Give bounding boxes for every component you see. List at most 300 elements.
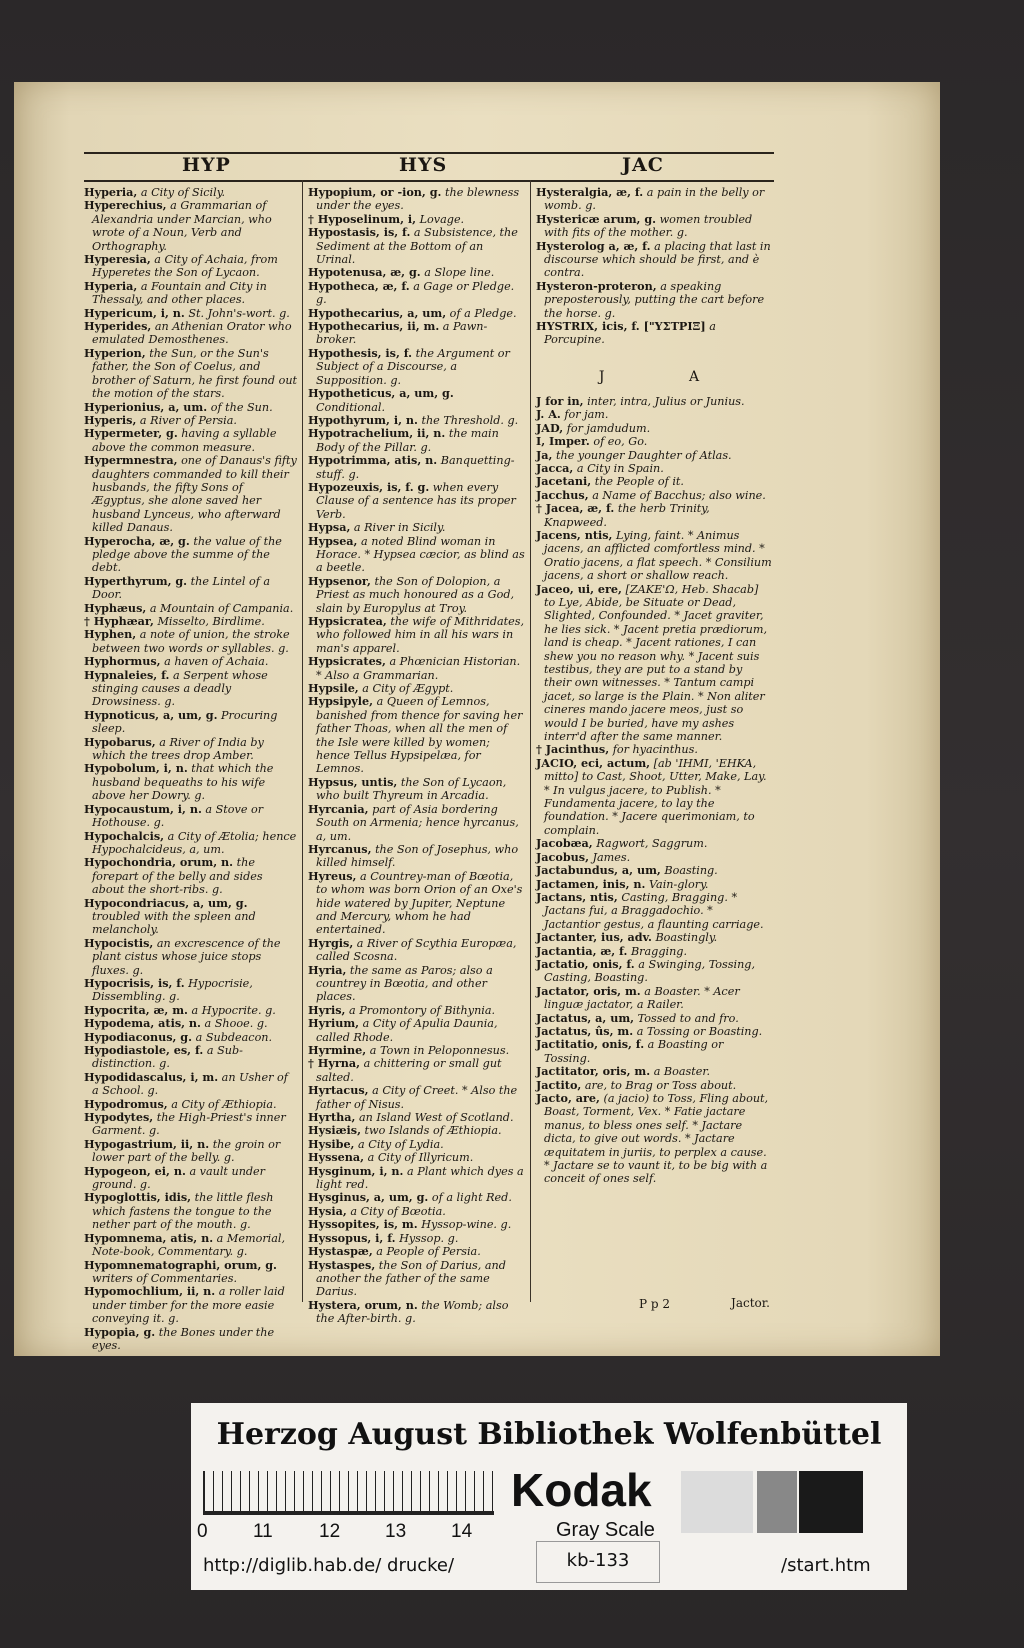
entry-definition: the same as Paros; also a countrey in Bœotia, and other places. — [316, 963, 493, 1004]
entry-headword: Hysibe, — [308, 1136, 355, 1151]
entry-definition: a Boaster. * Acer linguæ jactator, a Railer. — [544, 984, 740, 1012]
entry-headword: Hypogastrium, ii, n. — [84, 1136, 210, 1151]
entry-headword: Hypsa, — [308, 520, 351, 535]
entry-headword: Hyperechius, — [84, 198, 167, 213]
entry-definition: a City of Lydia. — [358, 1137, 444, 1151]
entry-headword: Jactanter, ius, adv. — [536, 930, 652, 945]
entry-definition: a chittering or small gut salted. — [316, 1057, 502, 1084]
entry-definition: Banquetting-stuff. g. — [316, 454, 515, 481]
entry-headword: Hyperocha, æ, g. — [84, 533, 190, 548]
dictionary-entry — [536, 1025, 772, 1038]
dictionary-entry — [308, 213, 526, 226]
dictionary-entry — [536, 837, 772, 850]
dictionary-entry — [308, 226, 526, 266]
entry-headword: Hypomochlium, ii, n. — [84, 1284, 216, 1299]
entry-headword: Hypodromus, — [84, 1096, 168, 1111]
dictionary-entry — [84, 1071, 298, 1098]
dictionary-entry — [536, 408, 772, 421]
entry-headword: Ja, — [536, 447, 553, 462]
dictionary-entry — [536, 475, 772, 488]
dictionary-entry — [84, 253, 298, 280]
scale-number: 0 — [197, 1521, 208, 1542]
gray-scale-label: Gray Scale — [556, 1519, 655, 1541]
library-name: Herzog August Bibliothek Wolfenbüttel — [216, 1417, 882, 1452]
entry-definition: (a jacio) to Toss, Fling about, Boast, Torment, Vex. * Fatie jactare manus, to bless ones self. * Jactare dicta, to give out words. * Jactare æquitatem in juriis, to perplex a cause. * Jactare se to vaunt it, to be big with a conceit of ones self. — [544, 1092, 769, 1186]
dictionary-entry — [84, 401, 298, 414]
dictionary-entry — [308, 427, 526, 454]
entry-headword: Hyris, — [308, 1002, 346, 1017]
entry-headword: Hyrtacus, — [308, 1083, 369, 1098]
dictionary-entry — [536, 435, 772, 448]
entry-definition: James. — [592, 850, 631, 864]
entry-headword: Hystericæ arum, g. — [536, 211, 657, 226]
entry-headword: Hyreus, — [308, 868, 357, 883]
dictionary-entry — [84, 937, 298, 977]
entry-headword: Hypotenusa, æ, g. — [308, 265, 421, 280]
entry-definition: a Serpent whose stinging causes a deadly Drowsiness. g. — [92, 668, 268, 709]
dictionary-entry — [536, 931, 772, 944]
entry-definition: of a Pledge. — [449, 306, 517, 320]
entry-definition: the forepart of the belly and sides about the short-ribs. g. — [92, 856, 263, 897]
entry-headword: Hyperesia, — [84, 252, 151, 267]
entry-definition: a River in Sicily. — [353, 521, 446, 535]
entry-definition: the Womb; also the After-birth. g. — [316, 1298, 509, 1326]
dictionary-entry — [308, 280, 526, 307]
entry-headword: Jactator, oris, m. — [536, 983, 641, 998]
dictionary-entry — [308, 387, 526, 414]
entry-headword: J for in, — [536, 393, 584, 408]
dictionary-entry — [308, 1044, 526, 1057]
entry-definition: a City in Spain. — [576, 461, 664, 475]
entry-headword: Hyrtha, — [308, 1110, 356, 1125]
dictionary-entry — [536, 280, 772, 320]
dictionary-entry — [84, 1191, 298, 1231]
entry-headword: Hyssena, — [308, 1150, 365, 1165]
entry-definition: a Memorial, Note-book, Commentary. g. — [92, 1231, 286, 1259]
entry-headword: I, Imper. — [536, 434, 590, 449]
entry-definition: a River of India by which the trees drop Amber. — [92, 735, 264, 763]
entry-definition: a River of Persia. — [139, 413, 237, 427]
entry-headword: Hysginus, a, um, g. — [308, 1190, 429, 1205]
dictionary-entry — [84, 655, 298, 668]
entry-headword: † Hyphæar, — [84, 614, 154, 628]
entry-definition: are, to Brag or Toss about. — [584, 1078, 737, 1092]
entry-definition: a Shooe. g. — [204, 1017, 268, 1031]
entry-definition: for jam. — [564, 408, 609, 422]
dictionary-entry — [308, 266, 526, 279]
dictionary-entry — [308, 682, 526, 695]
entry-definition: a noted Blind woman in Horace. * Hypsea cæcior, as blind as a beetle. — [316, 534, 525, 575]
entry-definition: Hyssop-wine. g. — [421, 1218, 512, 1232]
entry-definition: a Tossing or Boasting. — [636, 1024, 763, 1038]
entry-definition: having a syllable above the common measure. — [92, 427, 277, 454]
entry-headword: Hypothyrum, i, n. — [308, 412, 418, 427]
entry-headword: Hypodidascalus, i, m. — [84, 1069, 219, 1084]
dictionary-entry — [84, 1326, 298, 1353]
dictionary-entry — [84, 454, 298, 534]
entry-definition: a Boaster. — [653, 1065, 711, 1079]
dictionary-entry — [84, 762, 298, 802]
entry-definition: Bragging. — [630, 944, 688, 958]
entry-headword: Hypopia, g. — [84, 1324, 156, 1339]
entry-headword: † Hyrna, — [308, 1056, 360, 1071]
dictionary-entry — [84, 1044, 298, 1071]
entry-headword: † Hyposelinum, i, — [308, 211, 417, 226]
dictionary-entry — [84, 199, 298, 253]
entry-headword: Jaceo, ui, ere, — [536, 581, 622, 596]
entry-definition: the value of the pledge above the summe of the debt. — [92, 534, 282, 575]
dictionary-entry — [308, 1017, 526, 1044]
dictionary-entry — [84, 1138, 298, 1165]
entry-definition: Procuring sleep. — [92, 708, 278, 736]
entry-headword: Jacetani, — [536, 474, 592, 489]
dictionary-entry — [308, 1191, 526, 1204]
dictionary-entry — [308, 1138, 526, 1151]
dictionary-entry — [84, 669, 298, 709]
head-rule — [84, 180, 774, 182]
entry-headword: Hypodiaconus, g. — [84, 1029, 193, 1044]
entry-definition: an Usher of a School. g. — [92, 1070, 288, 1098]
entry-definition: a Stove or Hothouse. g. — [92, 802, 264, 830]
code-box — [536, 1541, 660, 1583]
entry-definition: a City of Sicily. — [140, 186, 226, 199]
dictionary-entry — [536, 1012, 772, 1025]
gray-swatch-light — [681, 1471, 753, 1533]
dictionary-entry — [84, 1259, 298, 1286]
entry-definition: a City of Illyricum. — [367, 1151, 474, 1165]
dictionary-entry — [536, 851, 772, 864]
entry-headword: Hypocistis, — [84, 935, 154, 950]
entry-definition: Hypocrisie, Dissembling. g. — [92, 976, 253, 1004]
entry-definition: a Boasting or Tossing. — [544, 1038, 724, 1065]
entry-definition: a haven of Achaia. — [164, 655, 269, 669]
dictionary-entry — [84, 535, 298, 575]
entry-headword: Jactitator, oris, m. — [536, 1064, 651, 1079]
running-head-center: HYS — [399, 154, 448, 176]
entry-definition: that which the husband bequeaths to his wife above her Dowry. g. — [92, 762, 274, 803]
entry-definition: of a light Red. — [431, 1191, 512, 1205]
entry-headword: Hysiæis, — [308, 1123, 361, 1138]
dictionary-entry — [84, 1111, 298, 1138]
dictionary-entry — [308, 320, 526, 347]
entry-definition: the main Body of the Pillar. g. — [316, 427, 499, 454]
dictionary-entry — [84, 977, 298, 1004]
entry-headword: Hypnoticus, a, um, g. — [84, 707, 218, 722]
entry-headword: Jacobæa, — [536, 836, 593, 851]
entry-headword: Hysteron-proteron, — [536, 278, 657, 293]
column-rule — [302, 180, 303, 1302]
scale-ruler — [203, 1471, 494, 1515]
running-head — [84, 154, 774, 180]
dictionary-entry — [308, 803, 526, 843]
dictionary-entry — [84, 897, 298, 937]
catchword: Jactor. — [731, 1296, 770, 1310]
dictionary-entry — [308, 1245, 526, 1258]
entry-definition: for hyacinthus. — [612, 743, 698, 757]
entry-headword: Hystaspæ, — [308, 1244, 373, 1259]
entry-headword: Hypericum, i, n. — [84, 305, 185, 320]
entry-definition: a Phœnician Historian. * Also a Grammarian. — [316, 655, 521, 682]
entry-definition: a City of Creet. * Also the father of Nisus. — [316, 1084, 518, 1111]
entry-headword: Hypnaleies, f. — [84, 667, 170, 682]
entry-definition: the Lintel of a Door. — [92, 574, 271, 602]
entry-headword: Hypodiastole, es, f. — [84, 1043, 204, 1057]
entry-definition: Lying, faint. * Animus jacens, an afflicted comfortless mind. * Oratio jacens, a flat speech. * Consilium jacens, a short or shallow reach. — [544, 528, 772, 583]
entry-headword: Hyphæus, — [84, 600, 147, 615]
entry-headword: † Jacea, æ, f. — [536, 501, 615, 516]
dictionary-entry — [536, 213, 772, 240]
entry-headword: Hypogeon, ei, n. — [84, 1163, 186, 1178]
dictionary-entry — [84, 575, 298, 602]
entry-headword: Hypocaustum, i, n. — [84, 801, 202, 816]
entry-headword: Hypermeter, g. — [84, 426, 178, 441]
dictionary-entry — [308, 695, 526, 775]
dictionary-entry — [308, 776, 526, 803]
entry-definition: the Argument or Subject of a Discourse, a Supposition. g. — [316, 346, 510, 387]
dictionary-entry — [84, 1017, 298, 1030]
dictionary-entry — [308, 1205, 526, 1218]
entry-definition: a Porcupine. — [544, 320, 716, 347]
dictionary-entry — [536, 1065, 772, 1078]
entry-headword: Hypsicratea, — [308, 614, 387, 628]
entry-headword: Hypsile, — [308, 681, 359, 696]
entry-definition: part of Asia bordering South on Armenia; hence hyrcanus, a, um. — [316, 802, 519, 843]
entry-definition: a People of Persia. — [376, 1245, 481, 1259]
dictionary-entry — [536, 864, 772, 877]
entry-headword: Jactans, ntis, — [536, 889, 618, 904]
entry-definition: the herb Trinity, Knapweed. — [544, 502, 710, 529]
entry-headword: Jactamen, inis, n. — [536, 876, 646, 891]
entry-definition: a Countrey-man of Bœotia, to whom was born Orion of an Oxe's hide watered by Jupiter, Neptune and Mercury, whom he had entertained. — [316, 869, 523, 937]
dictionary-entry — [308, 1084, 526, 1111]
entry-headword: Hypochondria, orum, n. — [84, 855, 234, 870]
dictionary-entry — [536, 891, 772, 931]
entry-definition: Casting, Bragging. * Jactans fui, a Braggadochio. * Jactantior gestus, a flaunting carriage. — [544, 890, 764, 931]
entry-headword: Hypotheticus, a, um, g. — [308, 386, 454, 401]
dictionary-entry — [536, 449, 772, 462]
entry-definition: the Son of Lycaon, who built Thyreum in Arcadia. — [316, 775, 507, 803]
entry-definition: a Grammarian of Alexandria under Marcian, who wrote of a Noun, Verb and Orthography. — [92, 199, 272, 253]
entry-definition: Misselto, Birdlime. — [157, 615, 265, 628]
dictionary-entry — [536, 757, 772, 837]
entry-headword: Hystaspes, — [308, 1257, 376, 1272]
entry-definition: women troubled with fits of the mother. g. — [544, 212, 753, 240]
entry-headword: Hyperthyrum, g. — [84, 573, 188, 588]
entry-headword: Hyperion, — [84, 345, 146, 360]
dictionary-entry — [536, 240, 772, 280]
dictionary-entry — [536, 583, 772, 744]
dictionary-entry — [536, 489, 772, 502]
entry-definition: a Slope line. — [424, 266, 495, 280]
dictionary-entry — [84, 628, 298, 655]
dictionary-entry — [308, 1111, 526, 1124]
entry-definition: the wife of Mithridates, who followed him in all his wars in man's apparel. — [316, 615, 525, 655]
dictionary-entry — [536, 462, 772, 475]
entry-headword: Hyrmine, — [308, 1043, 367, 1057]
column-rule — [530, 180, 531, 1302]
entry-headword: Hypochalcis, — [84, 828, 165, 843]
dictionary-entry — [308, 521, 526, 534]
dictionary-entry — [308, 1004, 526, 1017]
entry-headword: Hypozeuxis, is, f. g. — [308, 479, 430, 494]
entry-headword: Hypsus, untis, — [308, 774, 398, 789]
entry-definition: the High-Priest's inner Garment. g. — [92, 1111, 286, 1138]
entry-headword: Hypostasis, is, f. — [308, 225, 411, 240]
dictionary-entry — [308, 1124, 526, 1137]
dictionary-entry — [308, 535, 526, 575]
entry-headword: Hysterolog a, æ, f. — [536, 238, 651, 253]
entry-headword: Hypocrita, æ, m. — [84, 1002, 188, 1017]
dictionary-entry — [536, 743, 772, 756]
entry-definition: Lovage. — [419, 212, 465, 226]
entry-headword: Jacobus, — [536, 849, 589, 864]
entry-definition: inter, intra, Julius or Junius. — [587, 394, 745, 408]
entry-headword: Hypobolum, i, n. — [84, 761, 188, 776]
entry-headword: Hyssopus, i, f. — [308, 1230, 396, 1245]
scale-number: 12 — [319, 1521, 341, 1542]
dictionary-entry — [308, 1299, 526, 1326]
dictionary-entry — [536, 186, 772, 213]
entry-definition: for jamdudum. — [566, 421, 651, 435]
dictionary-entry — [84, 803, 298, 830]
dictionary-column-3 — [536, 186, 772, 1304]
entry-headword: Hypodema, atis, n. — [84, 1016, 201, 1031]
entry-definition: a River of Scythia Europæa, called Scosna. — [316, 936, 517, 964]
entry-definition: a City of Achaia, from Hyperetes the Son of Lycaon. — [92, 253, 278, 280]
entry-definition: an Athenian Orator who emulated Demosthenes. — [92, 320, 292, 347]
entry-headword: Hypobarus, — [84, 734, 156, 749]
dictionary-entry — [536, 945, 772, 958]
entry-headword: Jactito, — [536, 1077, 582, 1092]
entry-headword: Hyria, — [308, 962, 347, 977]
dictionary-entry — [84, 1004, 298, 1017]
entry-definition: two Islands of Æthiopia. — [364, 1124, 502, 1138]
entry-definition: when every Clause of a sentence has its proper Verb. — [316, 480, 516, 521]
entry-headword: Hyrium, — [308, 1016, 360, 1031]
entry-definition: the Son of Josephus, who killed himself. — [316, 842, 519, 870]
dictionary-entry — [308, 454, 526, 481]
scale-number: 13 — [385, 1521, 407, 1542]
entry-headword: Hypomnema, atis, n. — [84, 1230, 214, 1245]
entry-headword: Hyphen, — [84, 627, 137, 642]
entry-definition: writers of Commentaries. — [92, 1271, 238, 1285]
dictionary-entry — [308, 1057, 526, 1084]
entry-headword: Hypotrimma, atis, n. — [308, 453, 438, 468]
entry-headword: Jacto, are, — [536, 1091, 600, 1105]
entry-definition: a Town in Peloponnesus. — [369, 1044, 510, 1057]
entry-headword: Jactitatio, onis, f. — [536, 1037, 645, 1052]
dictionary-entry — [84, 320, 298, 347]
entry-headword: Hypothesis, is, f. — [308, 345, 413, 360]
entry-definition: the younger Daughter of Atlas. — [556, 448, 732, 462]
dictionary-entry — [308, 615, 526, 655]
dictionary-entry — [84, 602, 298, 615]
entry-headword: HYSTRIX, icis, f. ["ΥΣΤΡΙΞ] — [536, 319, 706, 334]
scale-number: 14 — [451, 1521, 473, 1542]
gray-swatch-mid — [757, 1471, 797, 1533]
entry-headword: Hypoglottis, idis, — [84, 1190, 192, 1205]
entry-definition: a roller laid under timber for the more easie conveying it. g. — [92, 1285, 285, 1326]
entry-definition: the Threshold. g. — [421, 413, 519, 427]
dictionary-entry — [536, 422, 772, 435]
entry-headword: Hypocondriacus, a, um, g. — [84, 895, 248, 910]
dictionary-entry — [84, 280, 298, 307]
entry-definition: the groin or lower part of the belly. g. — [92, 1137, 281, 1165]
entry-headword: Hyperides, — [84, 319, 152, 334]
dictionary-entry — [84, 307, 298, 320]
color-target-card — [191, 1403, 907, 1590]
scale-number: 11 — [253, 1521, 273, 1542]
entry-headword: Hysginum, i, n. — [308, 1163, 404, 1178]
entry-headword: Hypomnematographi, orum, g. — [84, 1257, 277, 1272]
entry-definition: troubled with the spleen and melancholy. — [92, 909, 256, 937]
entry-definition: a Plant which dyes a light red. — [316, 1164, 524, 1192]
dictionary-entry — [84, 736, 298, 763]
entry-definition: [ab 'IHMI, 'EHKA, mitto] to Cast, Shoot, Utter, Make, Lay. * In vulgus jacere, to Publish. * Fundamenta jacere, to lay the foundation. * Jacere querimoniam, to complain. — [544, 756, 767, 837]
dictionary-entry — [84, 1031, 298, 1044]
signature-mark: P p 2 — [639, 1297, 671, 1311]
entry-headword: Hypermnestra, — [84, 453, 178, 468]
dictionary-entry — [308, 937, 526, 964]
entry-definition: a Subdeacon. — [195, 1030, 273, 1044]
dictionary-entry — [308, 1151, 526, 1164]
dictionary-entry — [536, 395, 772, 408]
entry-definition: the Bones under the eyes. — [92, 1325, 275, 1352]
entry-definition: a Gage or Pledge. g. — [316, 279, 515, 307]
entry-headword: J. A. — [536, 407, 561, 422]
entry-headword: Hypotheca, æ, f. — [308, 278, 410, 293]
entry-definition: the little flesh which fastens the tongue to the nether part of the mouth. g. — [92, 1191, 274, 1232]
entry-headword: Jacca, — [536, 460, 574, 475]
entry-definition: St. John's-wort. g. — [188, 306, 290, 320]
page-body — [84, 152, 774, 1352]
entry-headword: Hypothecarius, ii, m. — [308, 319, 440, 334]
dictionary-entry — [536, 1038, 772, 1065]
dictionary-entry — [84, 1232, 298, 1259]
entry-headword: Hyrcania, — [308, 801, 369, 816]
entry-headword: Hypsipyle, — [308, 694, 374, 709]
entry-headword: Jacchus, — [536, 487, 589, 502]
dictionary-entry — [84, 427, 298, 454]
dictionary-entry — [84, 1165, 298, 1192]
entry-definition: a City of Ægypt. — [362, 682, 454, 696]
entry-definition: the blewness under the eyes. — [316, 186, 520, 213]
entry-headword: Jacens, ntis, — [536, 527, 613, 542]
dictionary-entry — [84, 709, 298, 736]
entry-definition: a speaking preposterously, putting the cart before the horse. g. — [544, 279, 765, 320]
shelf-code: kb-133 — [566, 1550, 630, 1571]
entry-headword: JACIO, eci, actum, — [536, 755, 651, 770]
entry-definition: a City of Æthiopia. — [171, 1097, 277, 1111]
dictionary-entry — [308, 186, 526, 213]
entry-headword: Hyperia, — [84, 278, 138, 293]
entry-headword: Hyperia, — [84, 185, 138, 199]
entry-headword: Hyssopites, is, m. — [308, 1217, 418, 1232]
entry-definition: a pain in the belly or womb. g. — [544, 186, 765, 213]
entry-headword: Jactatio, onis, f. — [536, 956, 635, 971]
dictionary-entry — [308, 307, 526, 320]
entry-definition: one of Danaus's fifty daughters commanded to kill their husbands, the fifty Sons of Ægyptus, she alone saved her husband Lynceus, who afterward killed Danaus. — [92, 454, 297, 535]
entry-headword: Hysteralgia, æ, f. — [536, 185, 644, 199]
entry-definition: a Sub-distinction. g. — [92, 1044, 243, 1071]
entry-headword: Jactatus, ûs, m. — [536, 1023, 634, 1038]
dictionary-entry — [308, 655, 526, 682]
entry-definition: a Hypocrite. g. — [191, 1003, 276, 1017]
entry-definition: Boastingly. — [655, 931, 718, 945]
entry-headword: Hystera, orum, n. — [308, 1297, 418, 1312]
entry-definition: a Name of Bacchus; also wine. — [592, 488, 766, 502]
entry-definition: a Pawn-broker. — [316, 320, 488, 347]
